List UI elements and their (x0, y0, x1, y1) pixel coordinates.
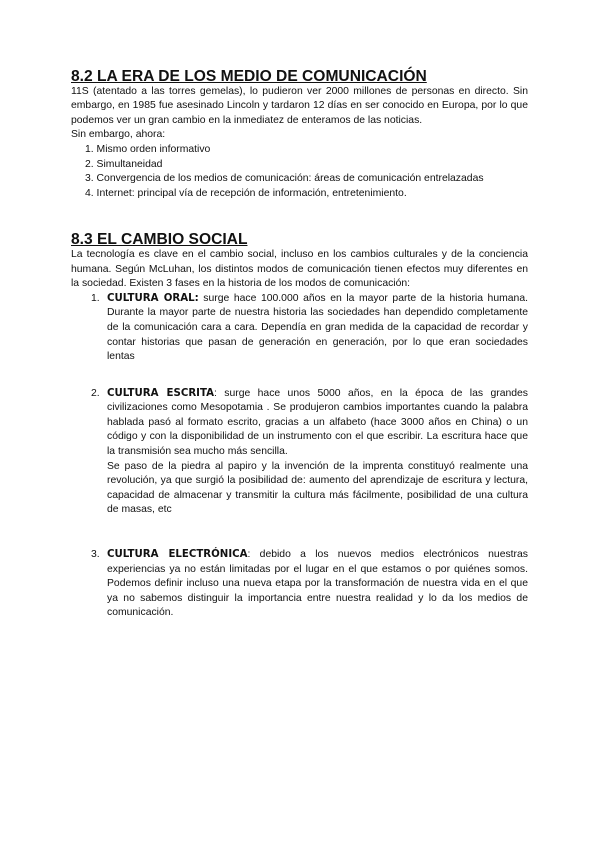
item-title: CULTURA ELECTRÓNICA (107, 549, 248, 561)
section-heading-8-2: 8.2 LA ERA DE LOS MEDIO DE COMUNICACIÓN (71, 68, 427, 85)
item-extra-paragraph: Se paso de la piedra al papiro y la invención de la imprenta constituyó realmente una revolución, ya que surgió la posibilidad de: aumento del aprendizaje de escritura y lectura, capacidad de almacenar y transmitir la cultura más fácilmente, posibilidad de una cultura de masas, etc (107, 460, 528, 516)
section-8-3-intro: La tecnología es clave en el cambio social, incluso en los cambios culturales y de la conciencia humana. Según McLuhan, los distintos modos de comunicación tienen efectos muy diferentes en la sociedad. Existen 3 fases en la historia de los modos de comunicación: (71, 248, 528, 290)
section-8-2-intro: 11S (atentado a las torres gemelas), lo pudieron ver 2000 millones de personas en directo. Sin embargo, en 1985 fue asesinado Lincoln y tardaron 12 días en ser conocido en Europa, por lo que podemos ver un gran cambio en la inmediatez de enteramos de las noticias. (71, 85, 528, 126)
item-title: CULTURA ORAL: (107, 292, 199, 304)
list-item-cultura-escrita (71, 387, 528, 518)
list-number: 2. (91, 387, 100, 399)
section-8-2-lead: Sin embargo, ahora: (71, 129, 166, 141)
list-number: 3. (91, 549, 100, 561)
document-page (71, 70, 528, 621)
list-item: 3. Convergencia de los medios de comunicación: áreas de comunicación entrelazadas (85, 173, 484, 185)
list-item: 4. Internet: principal vía de recepción de información, entretenimiento. (85, 187, 407, 199)
culture-phases-list (71, 292, 528, 621)
section-8-2-list (71, 143, 528, 201)
list-item-cultura-electronica (71, 548, 528, 621)
list-item: 2. Simultaneidad (85, 158, 163, 170)
item-title: CULTURA ESCRITA (107, 387, 214, 399)
list-number: 1. (91, 292, 100, 304)
list-item: 1. Mismo orden informativo (85, 143, 211, 155)
item-text: surge hace 100.000 años en la mayor parte de la historia humana. Durante la mayor parte de nuestra historia las sociedades han dependido completamente de la comunicación cara a cara. Dependía en gran medida de la capacidad de recordar y contar historias que pasan de generación en generación, por lo que eran sociedades lentas (107, 292, 528, 363)
list-item-cultura-oral (71, 292, 528, 365)
section-heading-8-3: 8.3 EL CAMBIO SOCIAL (71, 231, 248, 249)
item-text: : debido a los nuevos medios electrónicos nuestras experiencias ya no están limitadas por el lugar en el que estamos o por quiénes somos. Podemos definir incluso una nueva etapa por la transformación de nuestra vida en el que ya no sabemos distinguir la importancia entre nuestra realidad y lo da los medios de comunicación. (107, 549, 528, 619)
item-text: : surge hace unos 5000 años, en la época de las grandes civilizaciones como Mesopotamia . Se produjeron cambios importantes cuando la palabra hablada pasó al formato escrito, gracias a un alfabeto (hace 3000 años en China) o un código y con la disponibilidad de un instrumento con el que escribir. La escritura hace que la transmisión sea mucho más sencilla. (107, 387, 529, 458)
